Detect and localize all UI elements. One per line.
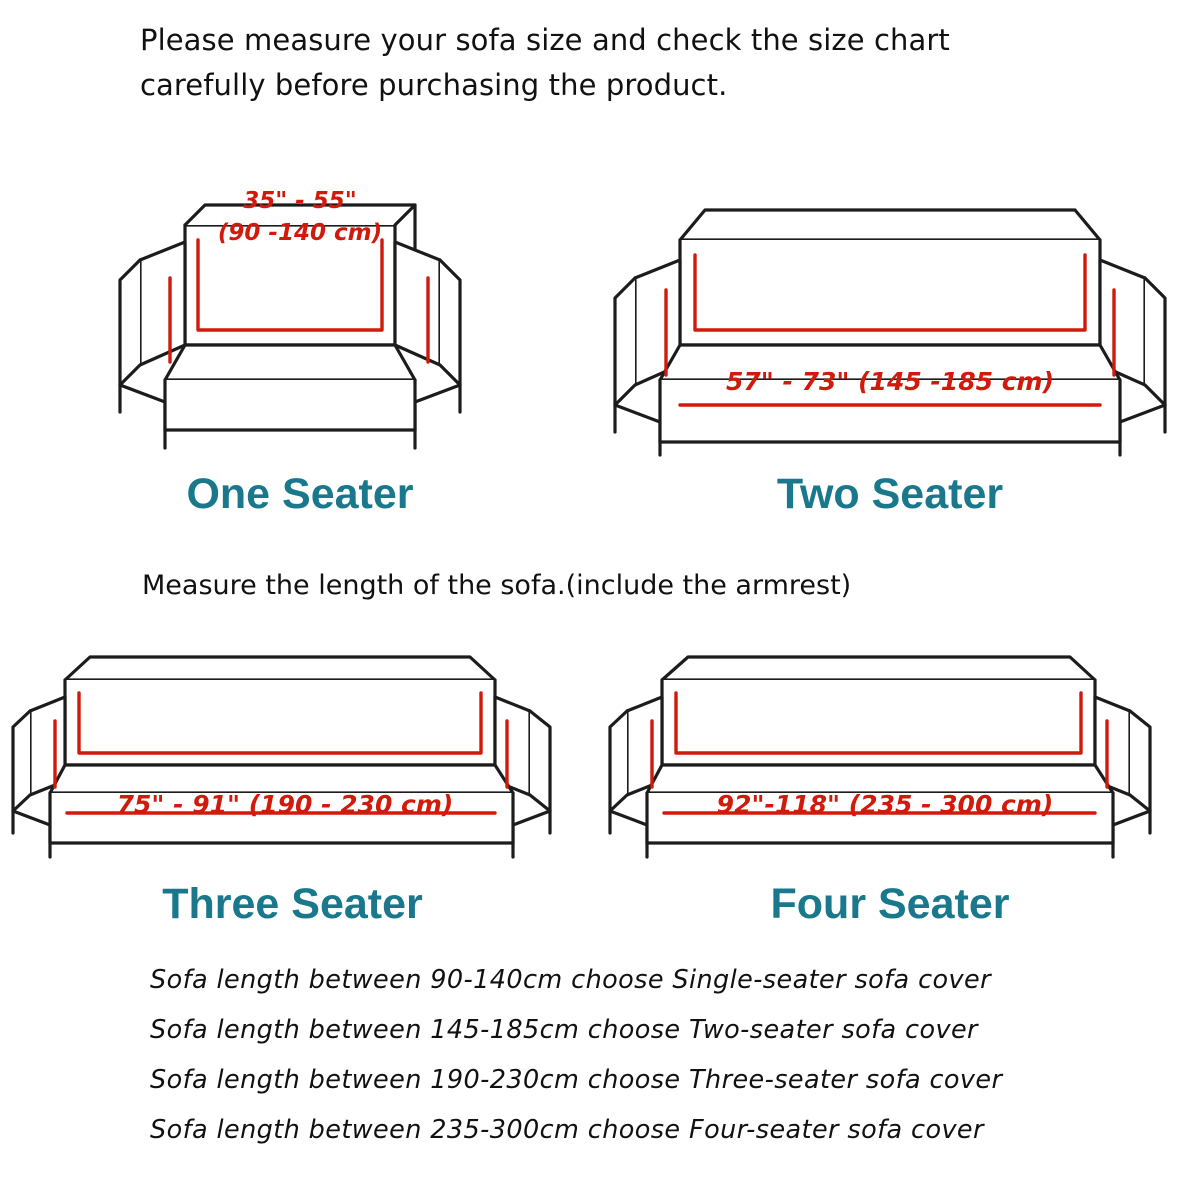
legend-item: Sofa length between 235-300cm choose Four-seater sofa cover: [150, 1115, 984, 1145]
one-seater-dimension-line2: (90 -140 cm): [217, 220, 383, 246]
two-seater-title: Two Seater: [776, 470, 1004, 518]
two-seater-figure: [600, 170, 1180, 460]
one-seater-title: One Seater: [186, 470, 414, 518]
four-seater-figure: [600, 635, 1180, 875]
legend-item: Sofa length between 90-140cm choose Single-seater sofa cover: [150, 965, 991, 995]
one-seater-dimension-line1: 35" - 55": [243, 188, 357, 214]
legend-item: Sofa length between 190-230cm choose Three-seater sofa cover: [150, 1065, 1003, 1095]
legend-item: Sofa length between 145-185cm choose Two-seater sofa cover: [150, 1015, 978, 1045]
one-seater-illustration: [110, 130, 490, 460]
three-seater-dimension: 75" - 91" (190 - 230 cm): [116, 790, 454, 819]
measure-note: Measure the length of the sofa.(include the armrest): [142, 570, 852, 601]
four-seater-illustration: [600, 635, 1180, 875]
three-seater-figure: [5, 635, 580, 875]
four-seater-title: Four Seater: [770, 880, 1010, 928]
four-seater-dimension: 92"-118" (235 - 300 cm): [716, 790, 1054, 819]
three-seater-illustration: [5, 635, 580, 875]
three-seater-title: Three Seater: [162, 880, 423, 928]
two-seater-illustration: [600, 170, 1180, 460]
one-seater-figure: [110, 130, 490, 460]
two-seater-dimension: 57" - 73" (145 -185 cm): [726, 367, 1054, 396]
legend-list: [150, 955, 1090, 1155]
intro-text: Please measure your sofa size and check the size chart carefully before purchasing the product.: [140, 23, 950, 102]
